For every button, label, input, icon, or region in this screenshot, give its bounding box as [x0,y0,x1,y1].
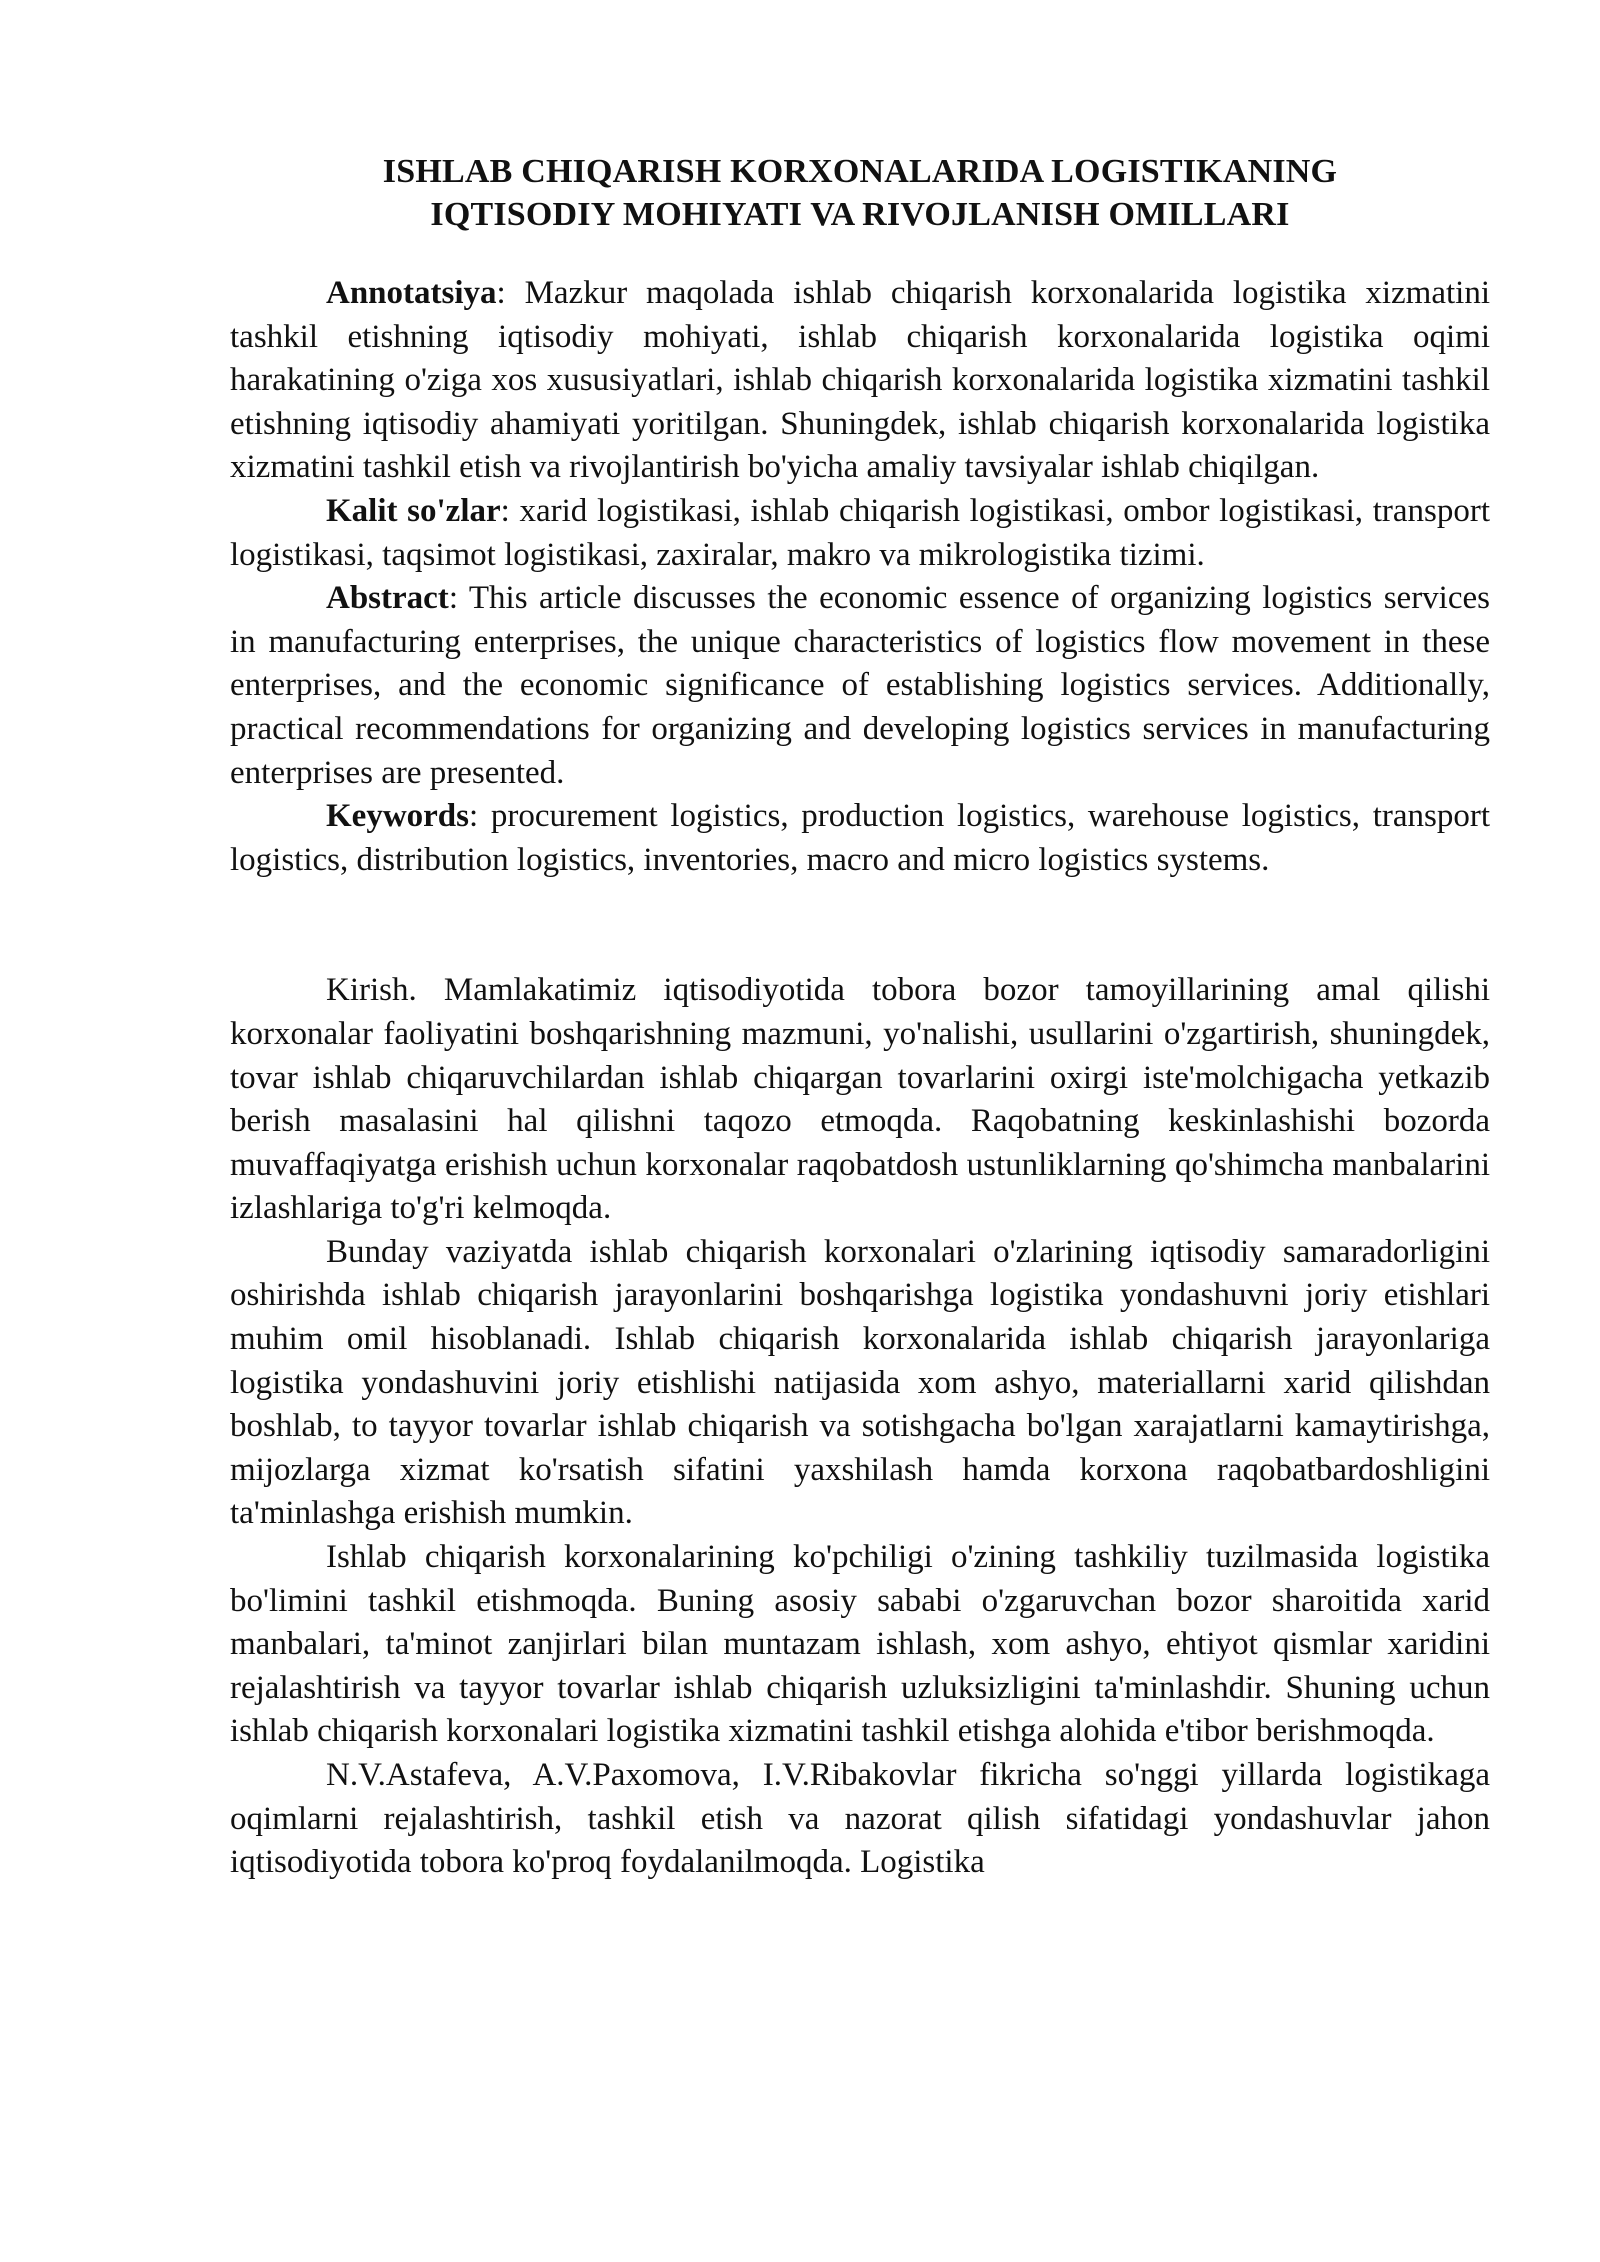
body-paragraph-intro: Kirish. Mamlakatimiz iqtisodiyotida tobora bozor tamoyillarining amal qilishi korxonalar faoliyatini boshqarishning mazmuni, yo'nalishi, usullarini o'zgartirish, shuningdek, tovar ishlab chiqaruvchilardan ishlab chiqargan tovarlarini oxirgi iste'molchigacha yetkazib berish masalasini hal qilishni taqozo etmoqda. Raqobatning keskinlashishi bozorda muvaffaqiyatga erishish uchun korxonalar raqobatdosh ustunliklarning qo'shimcha manbalarini izlashlariga to'g'ri kelmoqda. [230,972,1490,1227]
annotation-label: Annotatsiya [326,275,497,311]
abstract-text: : This article discusses the economic essence of organizing logistics services in manufacturing enterprises, the unique characteristics of logistics flow movement in these enterprises, and the economic significance of establishing logistics services. Additionally, practical recommendations for organizing and developing logistics services in manufacturing enterprises are presented. [230,580,1490,791]
paper-title-line-1: ISHLAB CHIQARISH KORXONALARIDA LOGISTIKANING [382,153,1338,190]
keywords-label: Keywords [326,798,469,835]
kalit-sozlar-text: : xarid logistikasi, ishlab chiqarish logistikasi, ombor logistikasi, transport logistikasi, taqsimot logistikasi, zaxiralar, makro va mikrologistika tizimi. [230,492,1490,573]
keywords-text: : procurement logistics, production logistics, warehouse logistics, transport logistics, distribution logistics, inventories, macro and micro logistics systems. [230,798,1490,878]
body-paragraph-2: Bunday vaziyatda ishlab chiqarish korxonalari o'zlarining iqtisodiy samaradorligini oshirishda ishlab chiqarish jarayonlarini boshqarishga logistika yondashuvni joriy etishlari muhim omil hisoblanadi. Ishlab chiqarish korxonalarida ishlab chiqarish jarayonlariga logistika yondashuvini joriy etishlishi natijasida xom ashyo, materiallarni xarid qilishdan boshlab, to tayyor tovarlar ishlab chiqarish va sotishgacha bo'lgan xarajatlarni kamaytirishga, mijozlarga xizmat ko'rsatish sifatini yaxshilash hamda korxona raqobatbardoshligini ta'minlashga erishish mumkin. [230,1233,1490,1532]
paper-title [230,150,1490,236]
section-spacer [230,882,1490,969]
paper-title-line-2: IQTISODIY MOHIYATI VA RIVOJLANISH OMILLARI [430,196,1290,233]
body-paragraph-3: Ishlab chiqarish korxonalarining ko'pchiligi o'zining tashkiliy tuzilmasida logistika bo'limini tashkil etishmoqda. Buning asosiy sababi o'zgaruvchan bozor sharoitida xarid manbalari, ta'minot zanjirlari bilan muntazam ishlash, xom ashyo, ehtiyot qismlar xaridini rejalashtirish va tayyor tovarlar ishlab chiqarish uzluksizligini ta'minlashdir. Shuning uchun ishlab chiqarish korxonalari logistika xizmatini tashkil etishga alohida e'tibor berishmoqda. [230,1539,1490,1750]
annotation-paragraph [230,272,1490,490]
document-page [230,150,1490,1885]
abstract-paragraph [230,577,1490,795]
kalit-sozlar-label: Kalit so'zlar [326,492,501,529]
annotation-text: : Mazkur maqolada ishlab chiqarish korxonalarida logistika xizmatini tashkil etishning iqtisodiy mohiyati, ishlab chiqarish korxonalarida logistika oqimi harakatining o'ziga xos xususiyatlari, ishlab chiqarish korxonalarida logistika xizmatini tashkil etishning iqtisodiy ahamiyati yoritilgan. Shuningdek, ishlab chiqarish korxonalarida logistika xizmatini tashkil etish va rivojlantirish bo'yicha amaliy tavsiyalar ishlab chiqilgan. [230,275,1490,486]
kalit-sozlar-paragraph [230,490,1490,577]
keywords-paragraph [230,795,1490,882]
abstract-label: Abstract [326,580,449,617]
body-paragraph-4: N.V.Astafeva, A.V.Paxomova, I.V.Ribakovlar fikricha so'nggi yillarda logistikaga oqimlarni rejalashtirish, tashkil etish va nazorat qilish sifatidagi yondashuvlar jahon iqtisodiyotida tobora ko'proq foydalanilmoqda. Logistika [230,1757,1490,1881]
